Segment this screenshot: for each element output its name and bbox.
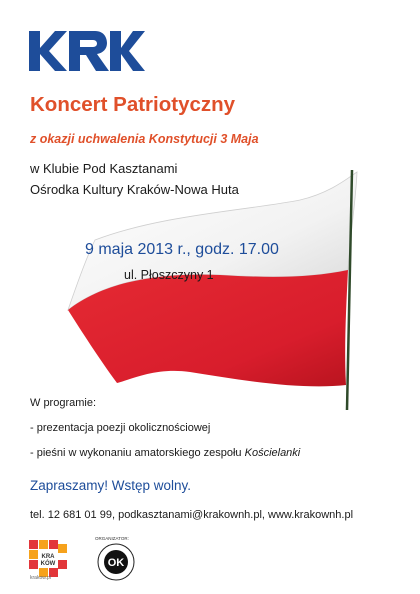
program-heading: W programie:: [30, 397, 97, 409]
program-item-2-text: - pieśni w wykonaniu amatorskiego zespołu: [30, 447, 245, 459]
event-datetime: 9 maja 2013 r., godz. 17.00: [85, 241, 279, 258]
contact-info: tel. 12 681 01 99, podkasztanami@krakownh.pl, www.krakownh.pl: [30, 509, 354, 521]
event-address: ul. Płoszczyny 1: [124, 268, 214, 282]
venue-line-1: w Klubie Pod Kasztanami: [30, 161, 178, 176]
svg-text:KRA: KRA: [41, 554, 55, 560]
program-item-2: [30, 447, 300, 459]
ok-logo-text: OK: [107, 557, 125, 569]
ok-logo-icon: [97, 543, 135, 581]
svg-text:KÓW: KÓW: [40, 561, 56, 567]
krk-logo-icon: [29, 31, 145, 71]
krakow-tagline: krakow.pl: [30, 575, 51, 581]
invitation-text: Zapraszamy! Wstęp wolny.: [30, 478, 192, 493]
krakow-logo-icon: [29, 540, 67, 580]
poster-subtitle: z okazji uchwalenia Konstytucji 3 Maja: [30, 132, 259, 146]
venue-line-2: Ośrodka Kultury Kraków-Nowa Huta: [30, 182, 239, 197]
poster-title: Koncert Patriotyczny: [30, 93, 236, 116]
program-item-2-group: Kościelanki: [244, 447, 301, 459]
program-item-1: - prezentacja poezji okolicznościowej: [30, 422, 211, 434]
organizer-label: ORGANIZATOR:: [95, 536, 129, 541]
